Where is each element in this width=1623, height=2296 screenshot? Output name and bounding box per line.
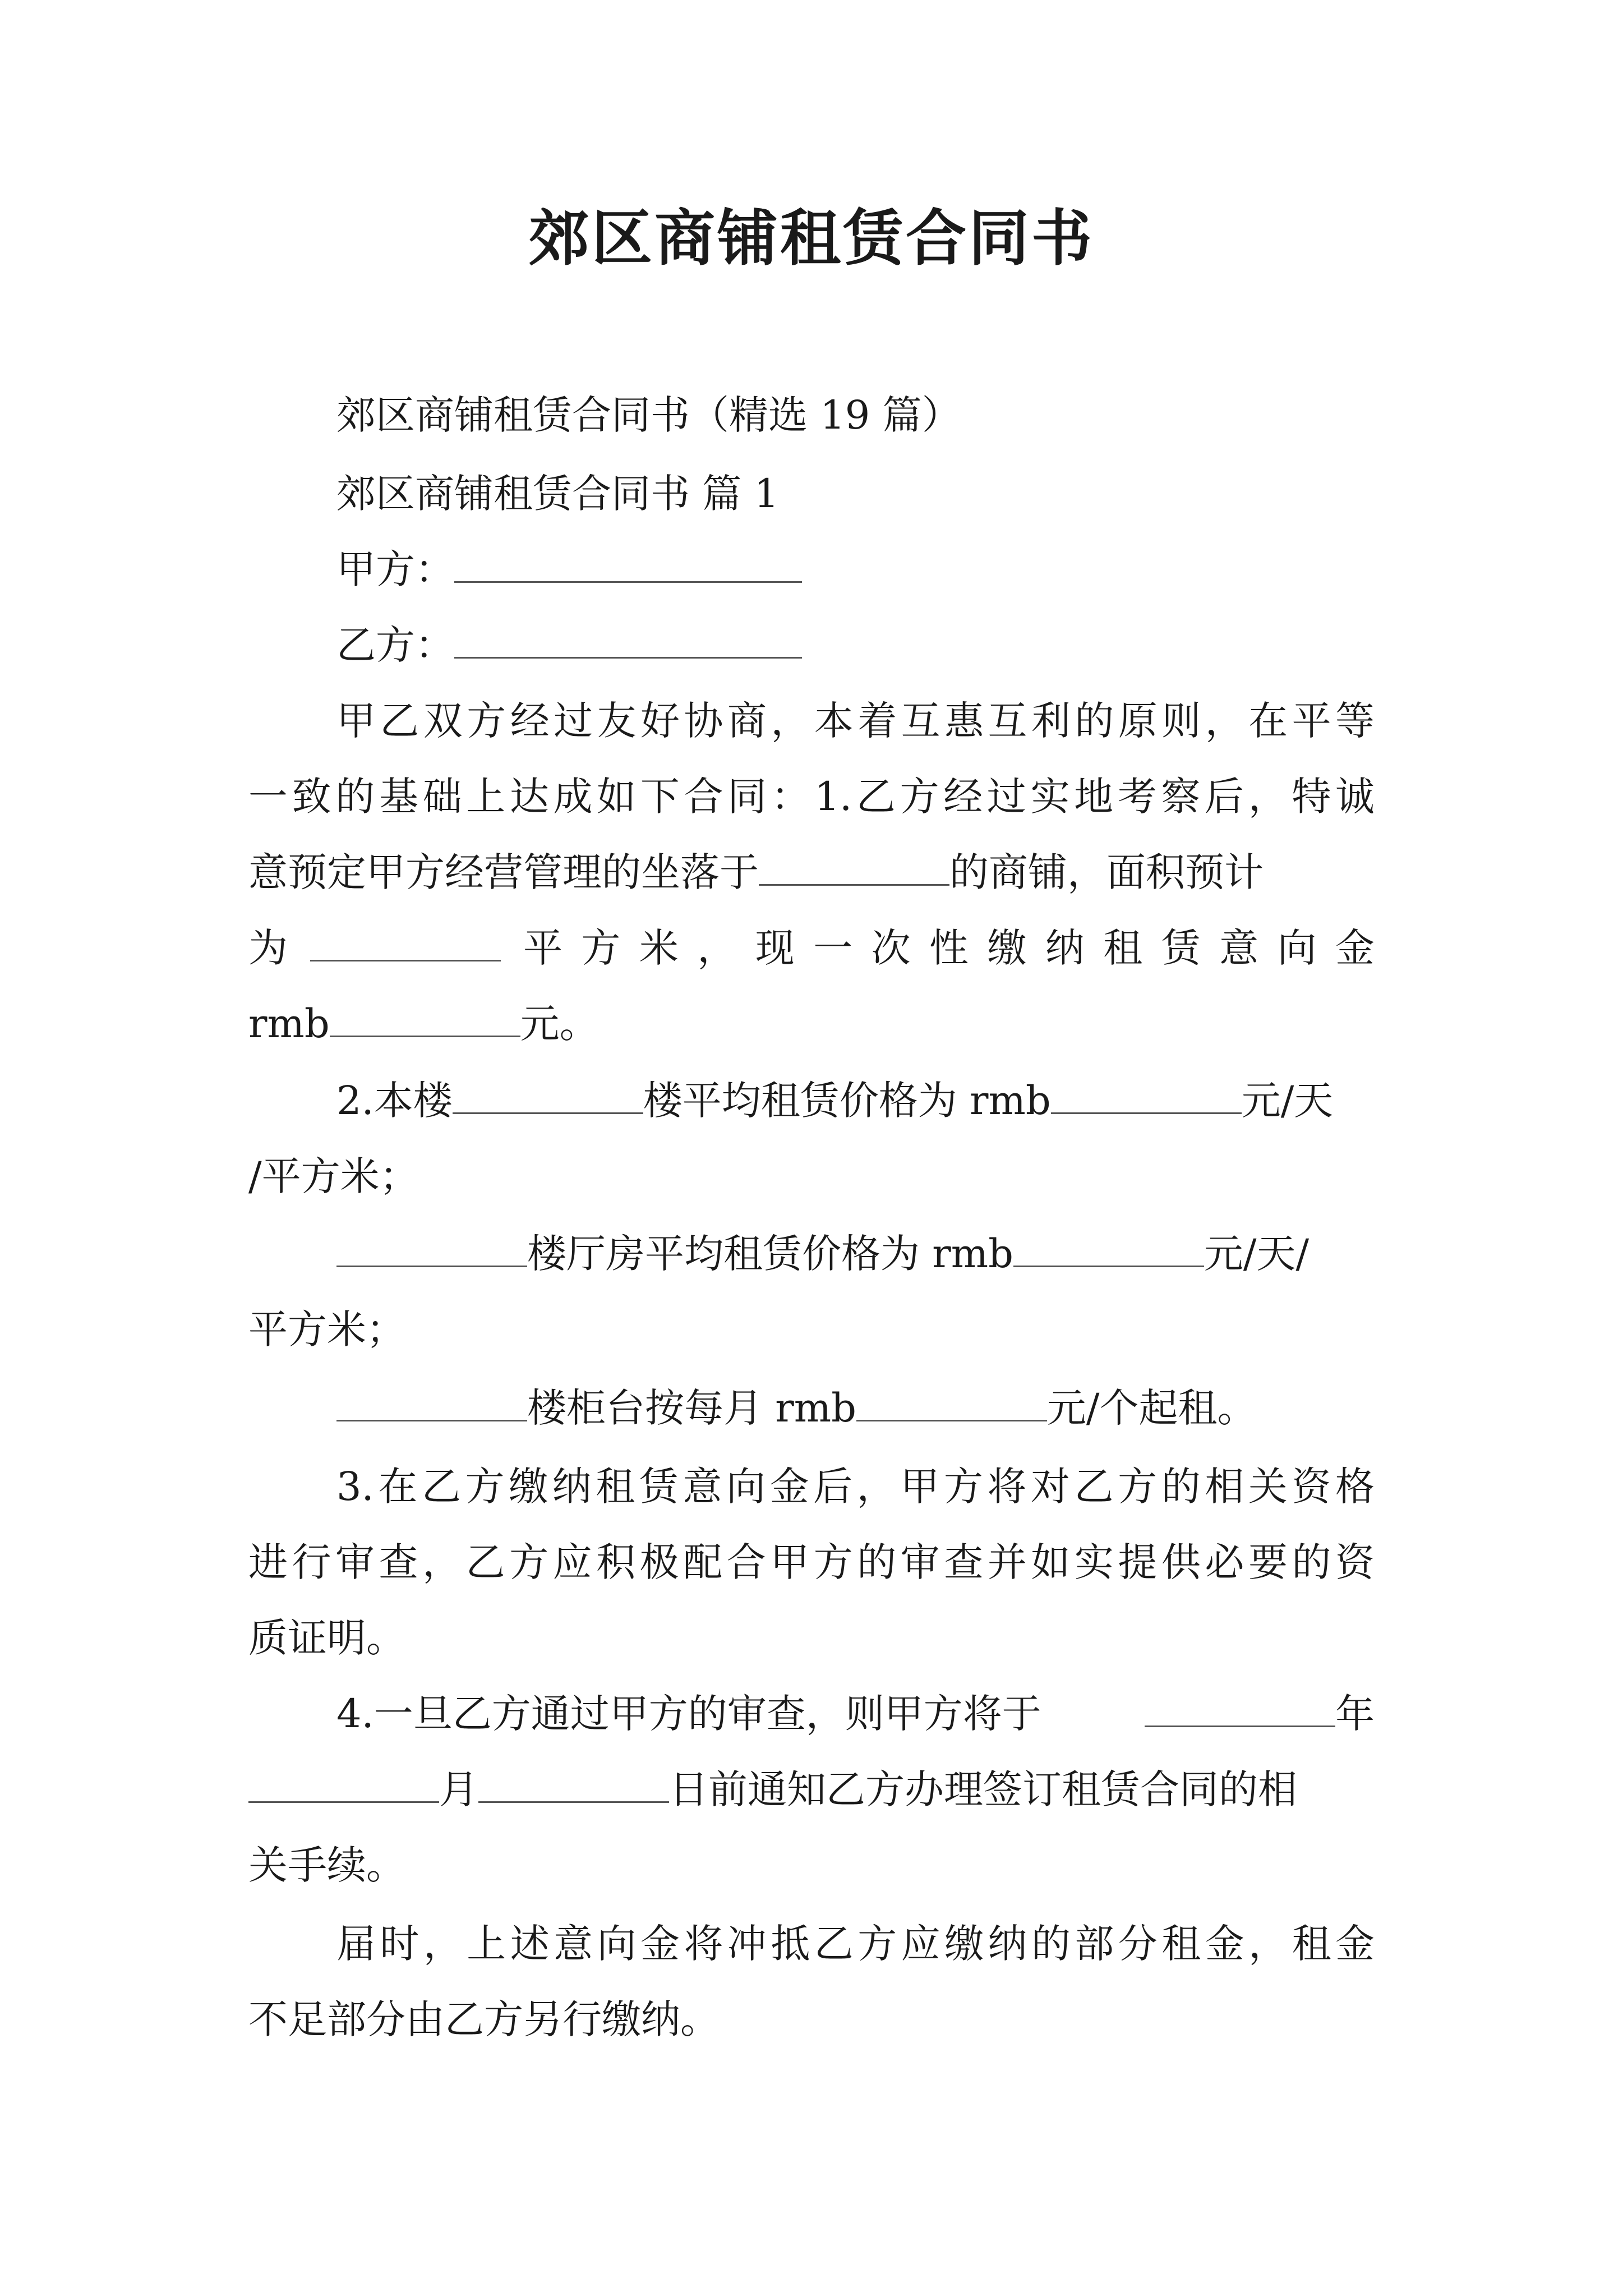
p3-line-1b-text: 元/天/ bbox=[1204, 1231, 1310, 1277]
p2-line-2 bbox=[248, 1148, 1375, 1204]
p7-line-1 bbox=[248, 1916, 1375, 1972]
p1-area-blank bbox=[310, 925, 501, 961]
section-heading-text: 郊区商铺租赁合同书 篇 1 bbox=[336, 471, 780, 517]
paragraph-7 bbox=[248, 1916, 1375, 2047]
p5-line-1-text: 3.在乙方缴纳租赁意向金后，甲方将对乙方的相关资格 bbox=[336, 1464, 1375, 1510]
p2-floor-blank bbox=[453, 1078, 643, 1114]
p7-line-2 bbox=[248, 1991, 1375, 2047]
p6-line-3 bbox=[248, 1837, 1375, 1893]
p7-line-1-text: 届时，上述意向金将冲抵乙方应缴纳的部分租金，租金 bbox=[336, 1921, 1375, 1967]
p6-line-2b-text: 日前通知乙方办理签订租赁合同的相 bbox=[669, 1766, 1297, 1812]
party-b-label: 乙方： bbox=[336, 622, 454, 668]
p1-line-5a-text: rmb bbox=[248, 1001, 330, 1047]
party-a-label: 甲方： bbox=[336, 546, 454, 592]
section-heading bbox=[336, 466, 779, 522]
p7-line-2-text: 不足部分由乙方另行缴纳。 bbox=[248, 1996, 720, 2042]
p3-floor-blank bbox=[336, 1231, 527, 1267]
p3-line-1a-text: 楼厅房平均租赁价格为 rmb bbox=[527, 1231, 1013, 1277]
party-b-line bbox=[336, 617, 802, 673]
p6-line-3-text: 关手续。 bbox=[248, 1842, 405, 1888]
p5-line-1 bbox=[248, 1458, 1375, 1515]
p2-line-1 bbox=[248, 1073, 1375, 1129]
document-title: 郊区商铺租赁合同书 bbox=[528, 203, 1094, 274]
p1-line-3b-text: 的商铺，面积预计 bbox=[949, 849, 1264, 895]
p4-line-1a-text: 楼柜台按每月 rmb bbox=[527, 1385, 856, 1431]
p3-line-2-text: 平方米； bbox=[248, 1306, 405, 1352]
p1-deposit-blank bbox=[330, 1001, 520, 1037]
p6-line-1b-text: 年 bbox=[1335, 1691, 1375, 1737]
p1-line-3a-text: 意预定甲方经营管理的坐落于 bbox=[248, 849, 759, 895]
subtitle-text: 郊区商铺租赁合同书（精选 19 篇） bbox=[336, 392, 961, 438]
p1-line-4a-text: 为 bbox=[248, 925, 288, 971]
party-b-blank bbox=[454, 622, 802, 659]
paragraph-4 bbox=[248, 1380, 1375, 1436]
p5-line-2-text: 进行审查，乙方应积极配合甲方的审查并如实提供必要的资 bbox=[248, 1539, 1375, 1585]
p4-line-1b-text: 元/个起租。 bbox=[1046, 1385, 1257, 1431]
p6-line-1 bbox=[248, 1686, 1375, 1742]
p1-line-5b-text: 元。 bbox=[520, 1001, 599, 1047]
p1-line-5 bbox=[248, 996, 1375, 1052]
p6-year-blank bbox=[1145, 1691, 1335, 1727]
p2-line-1c-text: 元/天 bbox=[1241, 1078, 1334, 1124]
p1-line-2 bbox=[248, 769, 1375, 825]
p6-month-blank bbox=[248, 1766, 439, 1803]
p1-line-1 bbox=[248, 693, 1375, 749]
p6-day-blank bbox=[478, 1766, 669, 1803]
p6-line-1a-text: 4.一旦乙方通过甲方的审查，则甲方将于 bbox=[336, 1691, 1041, 1737]
p2-line-1b-text: 楼平均租赁价格为 rmb bbox=[643, 1078, 1051, 1124]
p2-line-1a-text: 2.本楼 bbox=[336, 1078, 453, 1124]
p1-line-4 bbox=[248, 920, 1375, 976]
p4-line-1 bbox=[248, 1380, 1375, 1436]
p3-line-1 bbox=[248, 1226, 1375, 1282]
subtitle bbox=[336, 387, 961, 443]
paragraph-6 bbox=[248, 1686, 1375, 1893]
p1-location-blank bbox=[759, 849, 949, 886]
p5-line-3-text: 质证明。 bbox=[248, 1615, 405, 1661]
p1-line-3 bbox=[248, 844, 1375, 900]
paragraph-2 bbox=[248, 1073, 1375, 1204]
party-a-line bbox=[336, 541, 802, 597]
party-a-blank bbox=[454, 546, 802, 583]
p3-line-2 bbox=[248, 1301, 1375, 1358]
p5-line-3 bbox=[248, 1610, 1375, 1666]
paragraph-5 bbox=[248, 1458, 1375, 1666]
p2-line-2-text: /平方米； bbox=[248, 1153, 419, 1199]
p2-price-blank bbox=[1051, 1078, 1242, 1114]
p6-line-2 bbox=[248, 1761, 1375, 1818]
paragraph-3 bbox=[248, 1226, 1375, 1358]
p6-line-2a-text: 月 bbox=[439, 1766, 478, 1812]
p5-line-2 bbox=[248, 1534, 1375, 1590]
paragraph-1 bbox=[248, 693, 1375, 1052]
p1-line-4b-text: 平 方 米 ， 现 一 次 性 缴 纳 租 赁 意 向 金 bbox=[523, 925, 1375, 971]
p1-line-2-text: 一致的基础上达成如下合同：1.乙方经过实地考察后，特诚 bbox=[248, 774, 1375, 820]
p4-price-blank bbox=[856, 1385, 1047, 1421]
p3-price-blank bbox=[1013, 1231, 1204, 1267]
p4-floor-blank bbox=[336, 1385, 527, 1421]
p1-line-1-text: 甲乙双方经过友好协商，本着互惠互利的原则，在平等 bbox=[336, 698, 1375, 744]
